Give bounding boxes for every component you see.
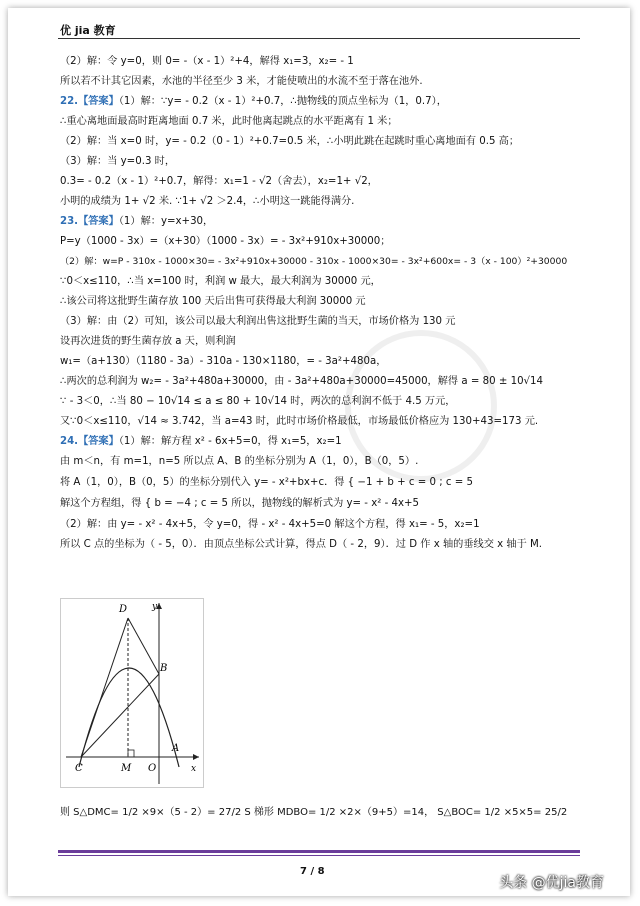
segment-db	[128, 618, 159, 674]
area-calculation: 则 S△DMC= 1/2 ×9×（5 - 2）= 27/2 S 梯形 MDBO= 1/2 ×2×（9+5）=14， S△BOC= 1/2 ×5×5= 25/2	[60, 807, 568, 818]
text-line: 设再次进货的野生菌存放 a 天，则利润	[60, 336, 236, 347]
text-line: 所以 C 点的坐标为（ - 5，0）．由顶点坐标公式计算，得点 D（ - 2，9）．过 D 作 x 轴的垂线交 x 轴于 M.	[60, 539, 543, 550]
footer-rule-thin	[58, 855, 580, 856]
header-title: 优 jia 教育	[60, 24, 116, 37]
text-line: （3）解：由（2）可知，该公司以最大利润出售这批野生菌的当天，市场价格为 130 元	[60, 316, 456, 327]
text-line: （2）解：由 y= - x² - 4x+5，令 y=0，得 - x² - 4x+5=0 解这个方程，得 x₁= - 5，x₂=1	[60, 519, 480, 530]
text-line-answer-22	[60, 95, 585, 108]
text-line: 小明的成绩为 1+ √2 米. ∵1+ √2 ＞2.4，∴小明这一跳能得满分.	[60, 196, 355, 207]
label-b: B	[160, 663, 168, 674]
text-line: ∴该公司将这批野生菌存放 100 天后出售可获得最大利润 30000 元	[60, 296, 366, 307]
text-line: 将 A（1，0），B（0，5）的坐标分别代入 y= - x²+bx+c．得 { −1 + b + c = 0 ; c = 5	[60, 477, 474, 488]
text-line-answer-23	[60, 215, 585, 228]
header-rule	[58, 38, 580, 39]
text-line: ∴两次的总利润为 w₂= - 3a²+480a+30000，由 - 3a²+480a+30000=45000，解得 a = 80 ± 10√14	[60, 376, 544, 387]
question-number: 23.	[60, 216, 79, 227]
label-x: x	[191, 764, 197, 774]
answer-body: （1）解：解方程 x² - 6x+5=0，得 x₁=5，x₂=1	[118, 436, 342, 447]
text-line: 所以若不计其它因素，水池的半径至少 3 米，才能使喷出的水流不至于落在池外.	[60, 76, 423, 87]
text-line: （3）解：当 y=0.3 时，	[60, 156, 176, 167]
parabola-figure	[60, 598, 204, 788]
segment-cb	[81, 674, 159, 757]
text-line: （2）解：w=P - 310x - 1000×30= - 3x²+910x+30000 - 310x - 1000×30= - 3x²+600x= - 3（x - 100）²+30000	[60, 256, 568, 267]
text-line: w₁=（a+130）（1180 - 3a）- 310a - 130×1180，= - 3a²+480a，	[60, 356, 387, 367]
text-line: 又∵0＜x≤110，√14 ≈ 3.742，当 a=43 时，此时市场价格最低，市场最低价格应为 130+43=173 元.	[60, 416, 539, 427]
page-number: 7 / 8	[300, 866, 325, 877]
answer-body: （1）解：∵y= - 0.2（x - 1）²+0.7，∴抛物线的顶点坐标为（1，0.7），	[118, 96, 447, 107]
footer-rule-thick	[58, 850, 580, 853]
text-line: 解这个方程组，得 { b = −4 ; c = 5 所以，抛物线的解析式为 y= - x² - 4x+5	[60, 498, 420, 509]
watermark-label: 头条 @优jia教育	[499, 875, 604, 891]
label-m: M	[121, 763, 132, 774]
text-line: P=y（1000 - 3x）=（x+30）（1000 - 3x）= - 3x²+910x+30000；	[60, 236, 391, 247]
text-line: 0.3= - 0.2（x - 1）²+0.7，解得：x₁=1 - √2（舍去），x₂=1+ √2，	[60, 176, 378, 187]
answer-tag: 【答案】	[78, 96, 119, 107]
parabola-figure-svg	[61, 599, 203, 787]
text-line: （2）解：令 y=0，则 0= -（x - 1）²+4，解得 x₁=3，x₂= - 1	[60, 56, 354, 67]
answer-tag: 【答案】	[78, 216, 119, 227]
label-d: D	[119, 604, 128, 615]
right-angle-mark	[128, 750, 134, 757]
answer-tag: 【答案】	[78, 436, 119, 447]
segment-cd	[81, 618, 128, 757]
text-line: （2）解：当 x=0 时，y= - 0.2（0 - 1）²+0.7=0.5 米，∴小明此跳在起跳时重心离地面有 0.5 高；	[60, 136, 520, 147]
text-line-answer-24	[60, 435, 585, 448]
solution-text	[60, 55, 585, 551]
text-line: ∵ - 3＜0，∴当 80 − 10√14 ≤ a ≤ 80 + 10√14 时，两次的总利润不低于 4.5 万元，	[60, 396, 456, 407]
question-number: 24.	[60, 436, 79, 447]
text-line: 由 m＜n，有 m=1，n=5 所以点 A、B 的坐标分别为 A（1，0），B（0，5）.	[60, 456, 419, 467]
text-line: ∴重心离地面最高时距离地面 0.7 米，此时他离起跳点的水平距离有 1 米；	[60, 116, 398, 127]
label-c: C	[75, 763, 83, 774]
x-axis-arrow	[193, 754, 199, 760]
label-o: O	[148, 763, 157, 774]
label-a: A	[172, 743, 180, 754]
answer-body: （1）解：y=x+30，	[118, 216, 214, 227]
text-line: ∵0＜x≤110，∴当 x=100 时，利润 w 最大，最大利润为 30000 元，	[60, 276, 381, 287]
label-y: y	[152, 602, 158, 612]
question-number: 22.	[60, 96, 79, 107]
